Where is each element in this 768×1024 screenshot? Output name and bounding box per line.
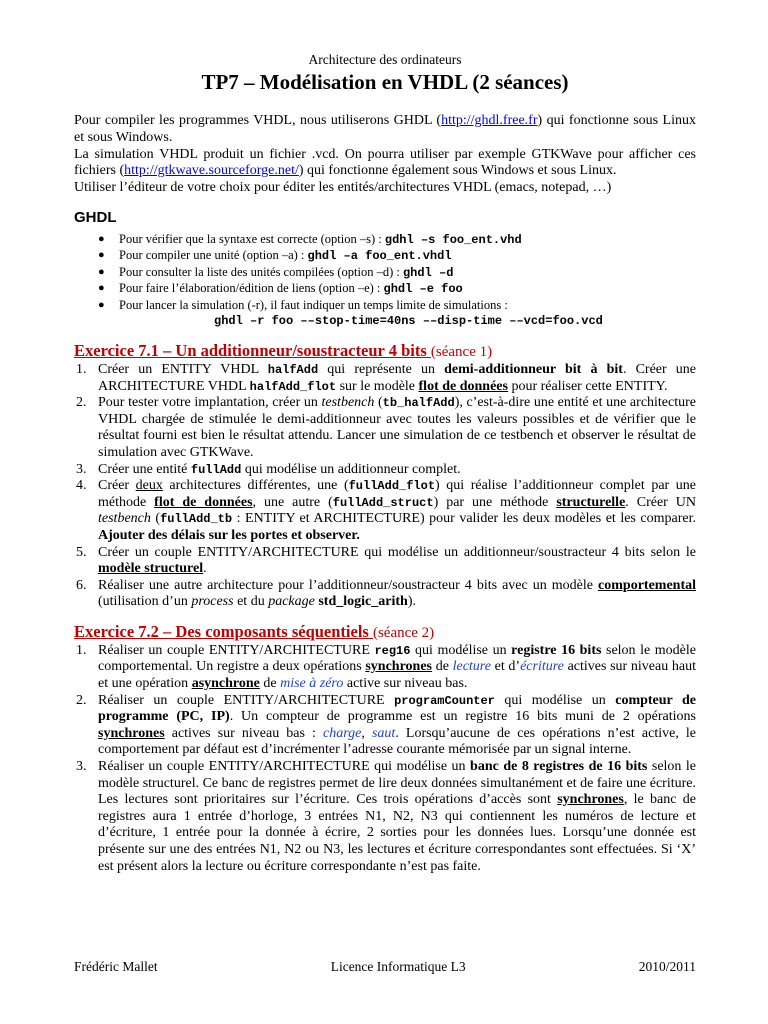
footer-course: Licence Informatique L3	[330, 959, 466, 974]
footer-author: Frédéric Mallet	[74, 959, 158, 974]
list-item: 2. Pour tester votre implantation, créer un testbench (tb_halfAdd), c’est-à-dire une entité et une architecture VHDL chargée de stimulée le demi-additionneur avec toutes les valeurs possibles et de vérifier que le résultat fourni est bien le résultat attendu. Lancer une simulation de ce testbench et observer le résultat de simulation avec GTKWave.	[76, 395, 696, 460]
exercise-7-2-heading: Exercice 7.2 – Des composants séquentiels (séance 2)	[74, 621, 435, 641]
intro-paragraph-1: Pour compiler les programmes VHDL, nous utiliserons GHDL (http://ghdl.free.fr) qui fonctionne sous Linux et sous Windows.	[74, 113, 696, 145]
simulation-command: ghdl –r foo ––stop-time=40ns ––disp-time ––vcd=foo.vcd	[214, 314, 603, 329]
bullet-icon: ●	[98, 298, 105, 311]
list-item: ● Pour faire l’élaboration/édition de liens (option –e) : ghdl –e foo	[98, 281, 463, 297]
exercise-7-1-heading: Exercice 7.1 – Un additionneur/soustracteur 4 bits (séance 1)	[74, 340, 493, 360]
list-item: 1. Créer un ENTITY VHDL halfAdd qui représente un demi-additionneur bit à bit. Créer une ARCHITECTURE VHDL halfAdd_flot sur le modèle flot de données pour réaliser cette ENTITY.	[76, 361, 697, 394]
list-item: 3. Réaliser un couple ENTITY/ARCHITECTURE qui modélise un banc de 8 registres de 16 bits selon le modèle structurel. Ce banc de registres permet de lire deux données simultanément et de faire une écriture. Les lectures sont prioritaires sur l’écriture. Ces trois opérations d’accès sont synchrones, le banc de registres aura 1 entrée d’horloge, 3 entrées N1, N2, N3 qui contiennent les numéros de lecture et d’écriture, 1 entrée pour la donnée à écrire, 2 sorties pour les données lues. Lorsqu’une donnée est présente sur une des entrées N1, N2 ou N3, les lectures et écriture correspondantes sont effectuées. Si ‘X’ est présent alors la lecture ou écriture correspondante n’est pas faite.	[76, 759, 697, 874]
page-title: TP7 – Modélisation en VHDL (2 séances)	[201, 70, 569, 94]
bullet-icon: ●	[98, 265, 105, 278]
course-subtitle: Architecture des ordinateurs	[308, 52, 462, 67]
list-item: ● Pour vérifier que la syntaxe est correcte (option –s) : gdhl –s foo_ent.vhd	[98, 231, 522, 247]
list-item: ● Pour lancer la simulation (-r), il faut indiquer un temps limite de simulations : ghdl –r foo ––stop-time=40ns ––disp-time ––vcd=foo.vcd	[98, 297, 603, 329]
intro-paragraph-2: La simulation VHDL produit un fichier .vcd. On pourra utiliser par exemple GTKWave pour afficher ces fichiers (http://gtkwave.sourceforge.net/) qui fonctionne également sous Windows et sous Linux.	[74, 146, 696, 179]
ghdl-link[interactable]: http://ghdl.free.fr	[441, 113, 538, 128]
list-item: 6. Réaliser une autre architecture pour l’additionneur/soustracteur 4 bits avec un modèle comportemental (utilisation d’un process et du package std_logic_arith).	[76, 577, 696, 610]
exercise-7-2-list	[74, 643, 696, 875]
list-item: ● Pour consulter la liste des unités compilées (option –d) : ghdl –d	[98, 264, 454, 280]
gtkwave-link[interactable]: http://gtkwave.sourceforge.net/	[124, 163, 299, 179]
list-item: 5. Créer un couple ENTITY/ARCHITECTURE qui modélise un additionneur/soustracteur 4 bits selon le modèle structurel.	[76, 544, 696, 577]
footer-year: 2010/2011	[638, 959, 696, 974]
document-page	[74, 52, 696, 875]
ghdl-command-list	[74, 232, 696, 330]
ghdl-heading: GHDL	[74, 208, 117, 226]
intro-section	[74, 113, 696, 197]
list-item: ● Pour compiler une unité (option –a) : ghdl –a foo_ent.vhdl	[98, 248, 452, 264]
list-item: 4. Créer deux architectures différentes, une (fullAdd_flot) qui réalise l’additionneur complet par une méthode flot de données, une autre (fullAdd_struct) par une méthode structurelle. Créer UN testbench (fullAdd_tb : ENTITY et ARCHITECTURE) pour valider les deux modèles et les comparer. Ajouter des délais sur les portes et observer.	[76, 478, 697, 543]
list-item: 3. Créer une entité fullAdd qui modélise un additionneur complet.	[76, 461, 461, 477]
page-footer	[74, 959, 696, 975]
exercise-7-1-list	[74, 362, 696, 611]
bullet-icon: ●	[98, 232, 105, 245]
list-item: 2. Réaliser un couple ENTITY/ARCHITECTURE programCounter qui modélise un compteur de programme (PC, IP). Un compteur de programme est un registre 16 bits muni de 2 opérations synchrones actives sur niveau bas : charge, saut. Lorsqu’aucune de ces opérations n’est active, le comportement par défaut est d’incrémenter l’adresse courante mémorisée par un signal interne.	[76, 692, 697, 758]
bullet-icon: ●	[98, 249, 105, 262]
bullet-icon: ●	[98, 282, 105, 295]
intro-paragraph-3: Utiliser l’éditeur de votre choix pour éditer les entités/architectures VHDL (emacs, notepad, …)	[74, 180, 612, 196]
list-item: 1. Réaliser un couple ENTITY/ARCHITECTURE reg16 qui modélise un registre 16 bits selon le modèle comportemental. Un registre a deux opérations synchrones de lecture et d’écriture actives sur niveau haut et une opération asynchrone de mise à zéro active sur niveau bas.	[76, 642, 696, 692]
